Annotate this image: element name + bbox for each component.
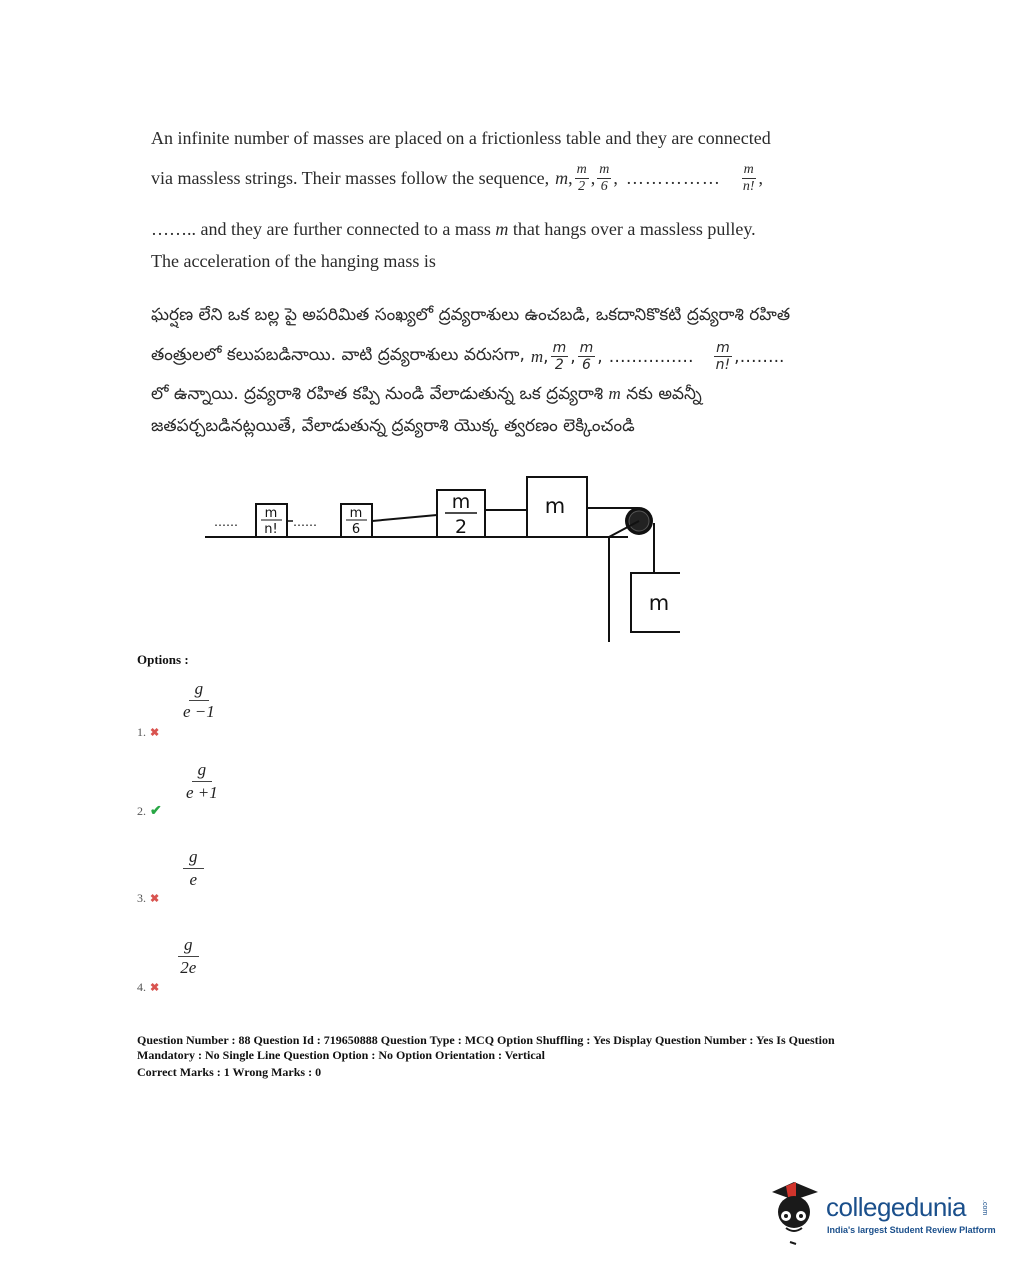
- dots-mid: ……: [293, 515, 317, 529]
- dots-left: ……: [214, 515, 238, 529]
- frac-m-over-n-factorial: $\frac{m}{n!}$: [742, 162, 755, 194]
- te-frac-m-over-6: $\frac{m}{6}$: [579, 340, 594, 373]
- wrong-icon: ✖: [150, 893, 160, 905]
- block-m-over-2: [437, 490, 485, 538]
- question-te-line-2: తంత్రులలో కలుపబడినాయి. వాటి ద్రవ్యరాశులు వరుసగా, m , $\frac{m}{2}$ , $\frac{m}{6}$ , …………… $\frac{m}{n!}$ , ……..: [151, 340, 785, 373]
- wrong-icon: ✖: [150, 727, 160, 739]
- svg-text:m: m: [544, 494, 566, 518]
- svg-text:m: m: [264, 506, 278, 521]
- pulley-diagram: [200, 470, 680, 650]
- question-en-line-2-text: via massless strings. Their masses follow the sequence,: [151, 168, 550, 188]
- question-en-line-1: An infinite number of masses are placed on a frictionless table and they are connected: [151, 128, 771, 148]
- svg-text:6: 6: [351, 522, 361, 537]
- option-4-marker: 4. ✖: [137, 980, 160, 994]
- brand-tagline: India's largest Student Review Platform: [827, 1225, 996, 1235]
- svg-text:n!: n!: [264, 522, 278, 537]
- question-en-line-3: …….. and they are further connected to a mass m that hangs over a massless pulley.: [151, 219, 756, 239]
- option-2-marker: 2. ✔: [137, 804, 162, 819]
- question-te-line-4: జతపర్చబడినట్లయితే, వేలాడుతున్న ద్రవ్యరాశి యొక్క త్వరణం లెక్కించండి: [151, 416, 635, 436]
- seq-m: m: [555, 168, 569, 188]
- option-2-formula: $\frac{g}{e +1}$: [186, 760, 218, 802]
- student-mascot-icon: [766, 1178, 824, 1248]
- question-te-line-3: లో ఉన్నాయి. ద్రవ్యరాశి రహిత కప్పి నుండి వేలాడుతున్న ఒక ద్రవ్యరాశి m నకు అవన్నీ: [151, 384, 702, 404]
- block-m-table: [527, 477, 587, 537]
- question-en-line-4: The acceleration of the hanging mass is: [151, 251, 436, 271]
- seq-dots: ……………: [625, 168, 721, 188]
- option-1-marker: 1. ✖: [137, 725, 160, 739]
- frac-m-over-2: $\frac{m}{2}$: [576, 162, 587, 194]
- question-en-line-2: via massless strings. Their masses follow the sequence, m , $\frac{m}{2}$ , $\frac{m}{6}$ , …………… $\frac{m}{n!}$ ,: [151, 162, 764, 194]
- string-6-2: [372, 515, 437, 521]
- option-4-formula: $\frac{g}{2e}$: [178, 934, 199, 979]
- block-m-over-6: [341, 504, 372, 537]
- svg-text:2: 2: [454, 516, 468, 538]
- svg-text:m: m: [451, 491, 471, 513]
- pulley: [609, 507, 653, 537]
- te-frac-m-over-n-factorial: $\frac{m}{n!}$: [715, 340, 731, 373]
- options-label: Options :: [137, 652, 189, 667]
- svg-text:m: m: [349, 506, 363, 521]
- brand-suffix: .com: [981, 1200, 988, 1216]
- option-3-marker: 3. ✖: [137, 891, 160, 905]
- collegedunia-logo: [766, 1178, 996, 1248]
- correct-icon: ✔: [150, 804, 162, 819]
- svg-text:m: m: [648, 591, 670, 615]
- option-3-formula: $\frac{g}{e}$: [183, 846, 204, 891]
- option-1-formula: $\frac{g}{e -1}$: [183, 679, 215, 721]
- te-frac-m-over-2: $\frac{m}{2}$: [552, 340, 567, 373]
- hanging-mass: [631, 573, 680, 632]
- wrong-icon: ✖: [150, 982, 160, 994]
- question-meta: Question Number : 88 Question Id : 719650888 Question Type : MCQ Option Shuffling : Yes Display Question Number : Yes Is Question Mandatory : No Single Line Question Option : No Option Orientation : Vertical Correct Marks : 1 Wrong Marks : 0: [137, 1033, 835, 1079]
- brand-name: collegedunia: [826, 1192, 967, 1222]
- question-te-line-1: ఘర్షణ లేని ఒక బల్ల పై అపరిమిత సంఖ్యలో ద్రవ్యరాశులు ఉంచబడి, ఒకదానికొకటి ద్రవ్యరాశి రహిత: [151, 305, 791, 325]
- block-m-over-n-factorial: [256, 504, 287, 537]
- frac-m-over-6: $\frac{m}{6}$: [599, 162, 610, 194]
